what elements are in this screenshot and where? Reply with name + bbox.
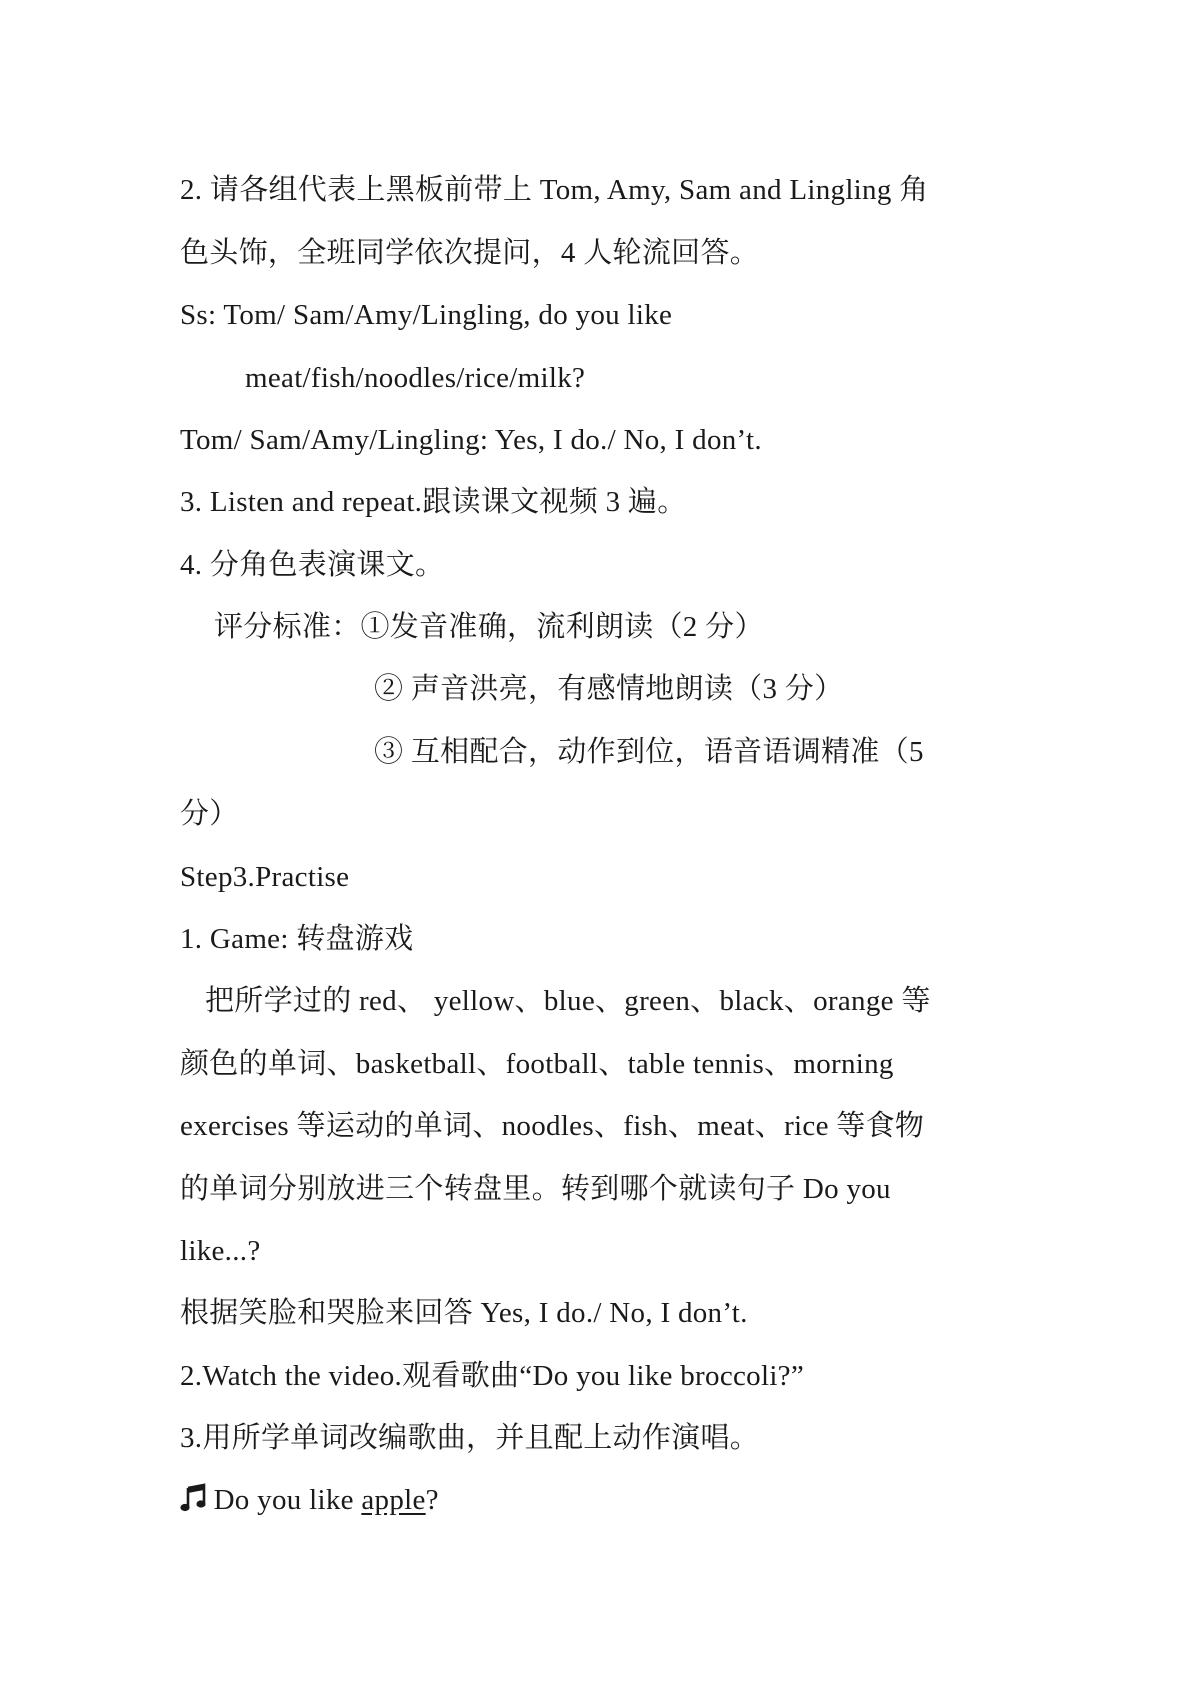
song-prefix: Do you like (213, 1484, 362, 1516)
text-line-5: Tom/ Sam/Amy/Lingling: Yes, I do./ No, I don’t. (180, 424, 762, 456)
text-line-4: meat/fish/noodles/rice/milk? (245, 362, 586, 394)
text-line-16: exercises 等运动的单词、noodles、fish、meat、rice 等食物 (180, 1110, 925, 1142)
text-line-17: 的单词分别放进三个转盘里。转到哪个就读句子 Do you (180, 1173, 891, 1205)
text-line-2: 色头饰，全班同学依次提问，4 人轮流回答。 (180, 237, 760, 269)
text-line-6: 3. Listen and repeat.跟读课文视频 3 遍。 (180, 486, 687, 518)
music-note-icon (180, 1483, 206, 1513)
text-line-18: like...? (180, 1235, 261, 1267)
scoring-criteria-1: 评分标准：①发音准确，流利朗读（2 分） (214, 611, 764, 643)
text-line-15: 颜色的单词、basketball、football、table tennis、morning (180, 1048, 894, 1080)
text-line-14: 把所学过的 red、 yellow、blue、green、black、orange 等 (205, 985, 931, 1017)
text-line-11: 分） (180, 798, 239, 830)
text-line-7: 4. 分角色表演课文。 (180, 549, 445, 581)
text-line-1: 2. 请各组代表上黑板前带上 Tom, Amy, Sam and Lingling 角 (180, 174, 929, 206)
text-line-20: 2.Watch the video.观看歌曲“Do you like broccoli?” (180, 1360, 805, 1392)
scoring-criteria-3: ③ 互相配合，动作到位，语音语调精准（5 (374, 736, 924, 768)
scoring-criteria-2: ② 声音洪亮，有感情地朗读（3 分） (374, 673, 844, 705)
song-line (180, 1480, 439, 1520)
text-line-3: Ss: Tom/ Sam/Amy/Lingling, do you like (180, 299, 673, 331)
song-blank-word: apple (361, 1484, 426, 1516)
text-line-19: 根据笑脸和哭脸来回答 Yes, I do./ No, I don’t. (180, 1297, 748, 1329)
text-line-21: 3.用所学单词改编歌曲，并且配上动作演唱。 (180, 1422, 760, 1454)
section-heading: Step3.Practise (180, 861, 350, 893)
song-suffix: ? (425, 1484, 439, 1516)
text-line-13: 1. Game: 转盘游戏 (180, 923, 414, 955)
